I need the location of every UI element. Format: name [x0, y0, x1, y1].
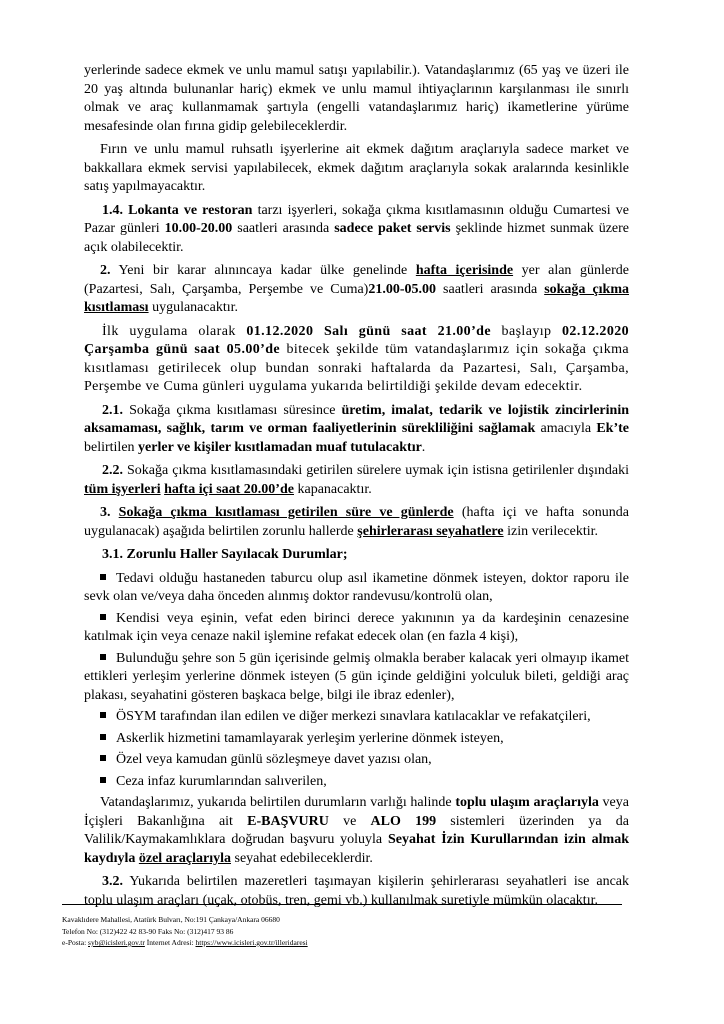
list-item: ÖSYM tarafından ilan edilen ve diğer merkezi sınavlara katılacaklar ve refakatçileri, [84, 708, 629, 727]
list-item: Ceza infaz kurumlarından salıverilen, [84, 773, 629, 792]
paragraph-1-4-restaurants: 1.4. Lokanta ve restoran tarzı işyerleri, sokağa çıkma kısıtlamasının olduğu Cumartesi ve Pazar günleri 10.00-20.00 saatleri arasında sadece paket servis şeklinde hizmet sunmak üzere açık olabilecektir. [84, 202, 629, 255]
list-item: Özel veya kamudan günlü sözleşmeye davet yazısı olan, [84, 751, 629, 770]
bullet-square-icon [100, 654, 106, 660]
website-link[interactable]: https://www.icisleri.gov.tr/illeridaresi [195, 938, 308, 947]
list-item: Askerlik hizmetini tamamlayarak yerleşim yerlerine dönmek isteyen, [84, 730, 629, 749]
footer-address: Kavaklıdere Mahallesi, Atatürk Bulvarı, No:191 Çankaya/Ankara 06680 [62, 915, 280, 924]
section-number: 2.1. [102, 402, 123, 418]
footer-divider [62, 904, 622, 905]
section-heading-3-1: 3.1. Zorunlu Haller Sayılacak Durumlar; [102, 547, 348, 562]
section-number: 3. [100, 505, 119, 520]
section-number: 1.4. Lokanta ve restoran [102, 202, 253, 218]
paragraph-bread-sales: yerlerinde sadece ekmek ve unlu mamul satışı yapılabilir.). Vatandaşlarımız (65 yaş ve üzeri ile 20 yaş altında bulunanlar hariç) ekmek ve unlu mamul ihtiyaçlarının karşılanması ile sınırlı olmak ve araç kullanmamak şartıyla (engelli vatandaşlarımız hariç) ikametlerine yürüme mesafesinde olan fırına gidip gelebileceklerdir. [84, 63, 629, 134]
paragraph-first-application: İlk uygulama olarak 01.12.2020 Salı günü saat 21.00’de başlayıp 02.12.2020 Çarşamba günü saat 05.00’de bitecek şekilde tüm vatandaşlarımız için sokağa çıkma kısıtlaması getirilecek olup bundan sonraki haftalarda da Pazartesi, Salı, Çarşamba, Perşembe ve Cuma günleri uygulama yukarıda belirtildiği şekilde devam edecektir. [84, 323, 630, 394]
paragraph-3-travel: 3. Sokağa çıkma kısıtlaması getirilen süre ve günlerde (hafta içi ve hafta sonunda uygulanacak) aşağıda belirtilen zorunlu hallerde şehirlerarası seyahatlere izin verilecektir. [84, 505, 629, 539]
paragraph-3-2-public-transport: 3.2. Yukarıda belirtilen mazeretleri taşımayan kişilerin şehirlerarası seyahatleri ise ancak toplu ulaşım araçları (uçak, otobüs, tren, gemi vb.) kullanılmak suretiyle mümkün olacaktır. [84, 874, 629, 908]
section-number: 2. [100, 263, 111, 278]
paragraph-bread-delivery: Fırın ve unlu mamul ruhsatlı işyerlerine ait ekmek dağıtım araçlarıyla sadece market ve bakkallara ekmek servisi yapılabilecek, ekmek dağıtım araçlarıyla sokak aralarında kesinlikle satış yapılmayacaktır. [84, 142, 629, 194]
email-link[interactable]: syb@icisleri.gov.tr [88, 938, 145, 947]
section-number: 2.2. [102, 463, 123, 478]
mandatory-cases-list [84, 570, 629, 792]
paragraph-2-weekday-curfew: 2. Yeni bir karar alınıncaya kadar ülke genelinde hafta içerisinde yer alan günlerde (Pazartesi, Salı, Çarşamba, Perşembe ve Cuma)21.00-05.00 saatleri arasında sokağa çıkma kısıtlaması uygulanacaktır. [84, 263, 630, 315]
footer-phone: Telefon No: (312)422 42 83-90 Faks No: (312)417 93 86 [62, 926, 234, 936]
bullet-square-icon [100, 734, 106, 740]
document-body [84, 62, 629, 915]
list-item: Bulunduğu şehre son 5 gün içerisinde gelmiş olmakla beraber kalacak yeri olmayıp ikamet ettikleri yerleşim yerlerine dönmek isteyen (5 gün içinde geldiğini yolculuk bileti, geldiği araç plakası, seyahatini gösteren başkaca belge, bilgi ile ibraz edenler), [84, 650, 629, 703]
bullet-square-icon [100, 614, 106, 620]
page-footer [62, 904, 642, 949]
paragraph-2-2-closing: 2.2. Sokağa çıkma kısıtlamasındaki getirilen sürelere uymak için istisna getirilenler dışındaki tüm işyerleri hafta içi saat 20.00’de kapanacaktır. [84, 463, 629, 497]
bullet-square-icon [100, 777, 106, 783]
section-number: 3.2. [102, 874, 123, 889]
paragraph-2-1-exemptions: 2.1. Sokağa çıkma kısıtlaması süresince üretim, imalat, tedarik ve lojistik zincirlerinin aksamaması, sağlık, tarım ve orman faaliyetlerinin sürekliliğini sağlamak amacıyla Ek’te belirtilen yerler ve kişiler kısıtlamadan muaf tutulacaktır. [84, 402, 629, 455]
paragraph-travel-permission: Vatandaşlarımız, yukarıda belirtilen durumların varlığı halinde toplu ulaşım araçlarıyla veya İçişleri Bakanlığına ait E-BAŞVURU ve ALO 199 sistemleri üzerinden ya da Valilik/Kaymakamlıklara doğrudan başvuru yoluyla Seyahat İzin Kurullarından izin almak kaydıyla özel araçlarıyla seyahat edebileceklerdir. [84, 795, 630, 866]
list-item: Kendisi veya eşinin, vefat eden birinci derece yakınının ya da kardeşinin cenazesine katılmak için veya cenaze nakil işlemine refakat edecek olan (en fazla 4 kişi), [84, 610, 629, 644]
list-item: Tedavi olduğu hastaneden taburcu olup asıl ikametine dönmek isteyen, doktor raporu ile sevk olan ve/veya daha önceden alınmış doktor randevusu/kontrolü olan, [84, 570, 629, 604]
footer-contact: e-Posta: syb@icisleri.gov.tr İnternet Adresi: https://www.icisleri.gov.tr/illeridaresi [62, 938, 308, 947]
bullet-square-icon [100, 712, 106, 718]
bullet-square-icon [100, 574, 106, 580]
bullet-square-icon [100, 755, 106, 761]
